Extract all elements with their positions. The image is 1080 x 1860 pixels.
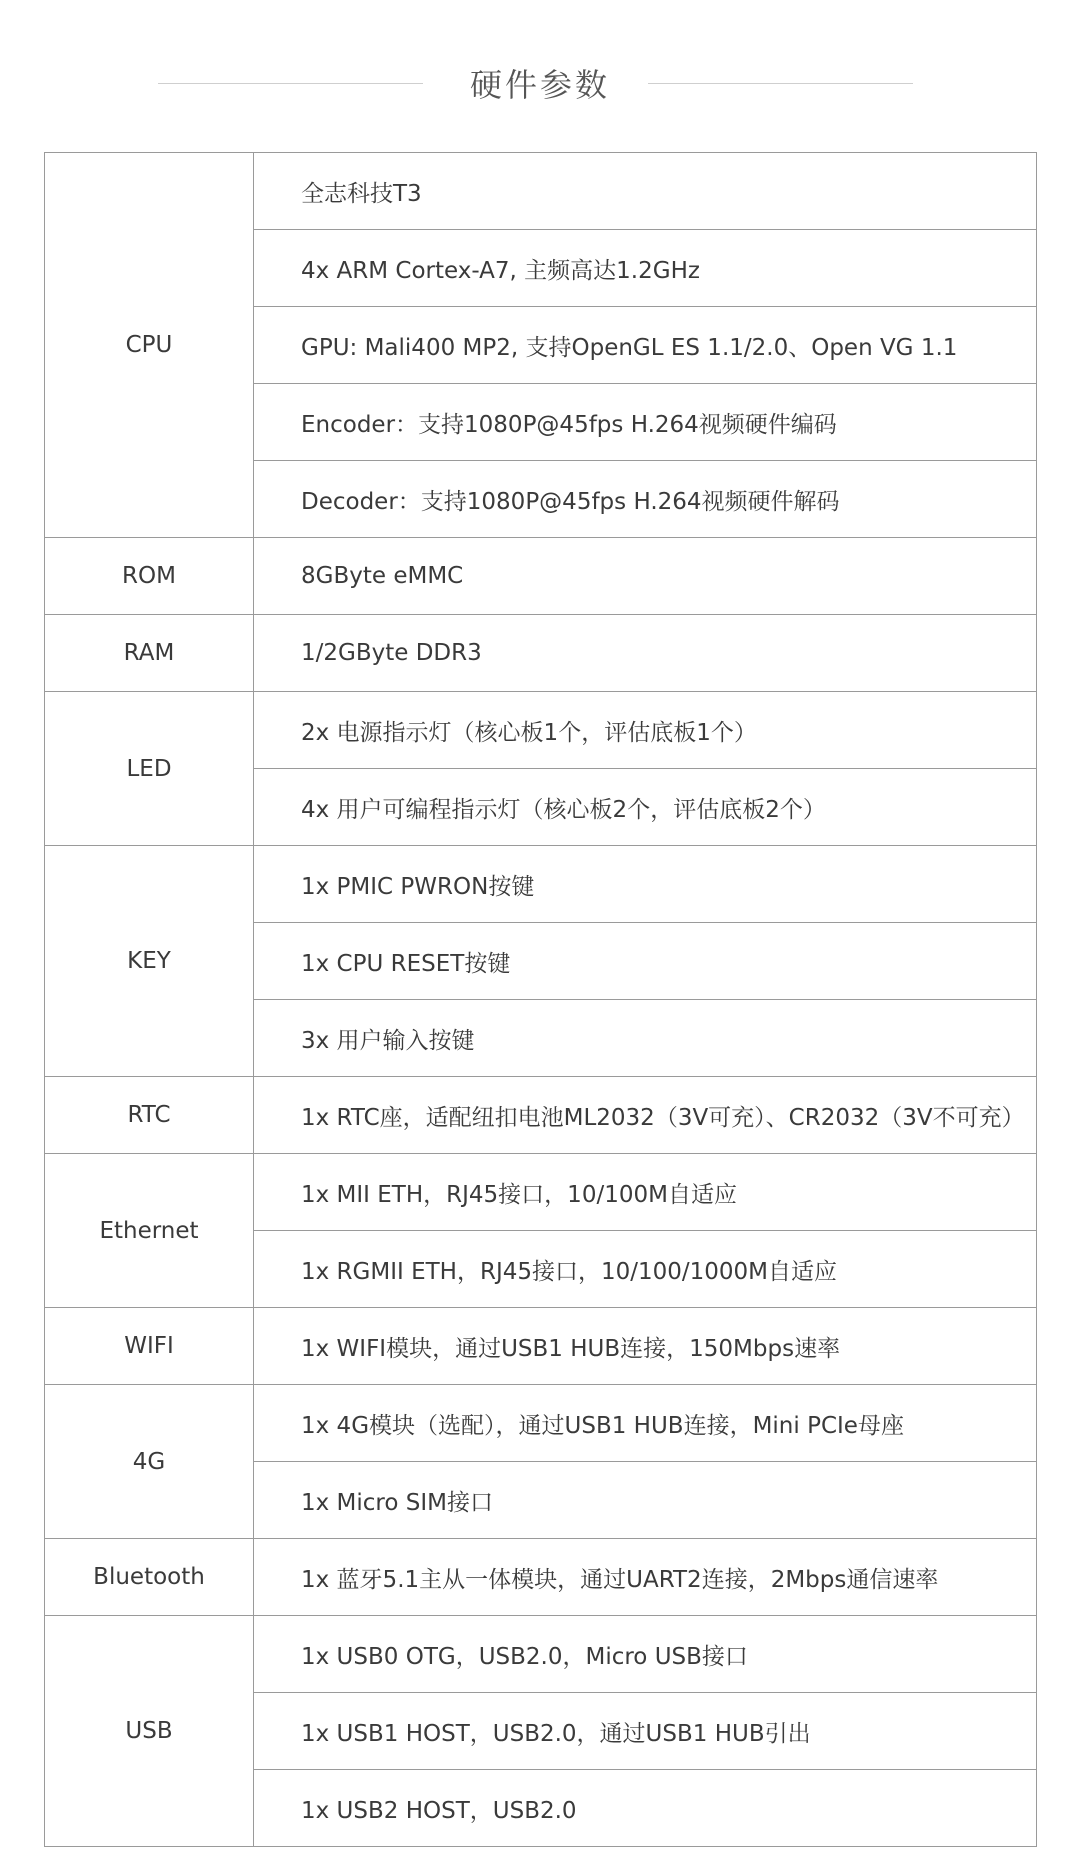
table-row <box>45 1616 1037 1693</box>
spec-category-label: CPU <box>45 153 254 538</box>
spec-table-body <box>45 153 1037 1847</box>
table-row <box>45 1539 1037 1616</box>
spec-value: GPU: Mali400 MP2, 支持OpenGL ES 1.1/2.0、Open VG 1.1 <box>254 307 1037 384</box>
spec-category-label: 4G <box>45 1385 254 1539</box>
spec-value: 1x RTC座，适配纽扣电池ML2032（3V可充）、CR2032（3V不可充） <box>254 1077 1037 1154</box>
spec-category-label: WIFI <box>45 1308 254 1385</box>
spec-value: 3x 用户输入按键 <box>254 1000 1037 1077</box>
table-row <box>45 692 1037 769</box>
spec-category-label: RAM <box>45 615 254 692</box>
spec-value: 1x MII ETH，RJ45接口，10/100M自适应 <box>254 1154 1037 1231</box>
spec-value: 1x WIFI模块，通过USB1 HUB连接，150Mbps速率 <box>254 1308 1037 1385</box>
spec-value: 2x 电源指示灯（核心板1个，评估底板1个） <box>254 692 1037 769</box>
spec-table <box>44 152 1037 1847</box>
spec-category-label: LED <box>45 692 254 846</box>
table-row <box>45 1385 1037 1462</box>
spec-value: 1x USB1 HOST，USB2.0，通过USB1 HUB引出 <box>254 1693 1037 1770</box>
spec-value: 1x USB2 HOST，USB2.0 <box>254 1770 1037 1847</box>
header-divider-right <box>648 83 913 84</box>
spec-value: 4x 用户可编程指示灯（核心板2个，评估底板2个） <box>254 769 1037 846</box>
spec-category-label: Bluetooth <box>45 1539 254 1616</box>
table-row <box>45 615 1037 692</box>
spec-category-label: KEY <box>45 846 254 1077</box>
spec-value: 1x PMIC PWRON按键 <box>254 846 1037 923</box>
spec-value: 1x Micro SIM接口 <box>254 1462 1037 1539</box>
spec-value: 1x USB0 OTG，USB2.0，Micro USB接口 <box>254 1616 1037 1693</box>
spec-category-label: RTC <box>45 1077 254 1154</box>
table-row <box>45 538 1037 615</box>
spec-value: Decoder：支持1080P@45fps H.264视频硬件解码 <box>254 461 1037 538</box>
table-row <box>45 846 1037 923</box>
spec-value: 4x ARM Cortex-A7, 主频高达1.2GHz <box>254 230 1037 307</box>
spec-value: 1x RGMII ETH，RJ45接口，10/100/1000M自适应 <box>254 1231 1037 1308</box>
section-header <box>0 0 1080 152</box>
spec-value: 1x CPU RESET按键 <box>254 923 1037 1000</box>
spec-category-label: Ethernet <box>45 1154 254 1308</box>
spec-category-label: USB <box>45 1616 254 1847</box>
page-title: 硬件参数 <box>469 66 610 104</box>
spec-value: 1x 4G模块（选配），通过USB1 HUB连接，Mini PCIe母座 <box>254 1385 1037 1462</box>
spec-value: Encoder：支持1080P@45fps H.264视频硬件编码 <box>254 384 1037 461</box>
spec-value: 1x 蓝牙5.1主从一体模块，通过UART2连接，2Mbps通信速率 <box>254 1539 1037 1616</box>
spec-category-label: ROM <box>45 538 254 615</box>
spec-value: 1/2GByte DDR3 <box>254 615 1037 692</box>
table-row <box>45 1154 1037 1231</box>
table-row <box>45 1077 1037 1154</box>
table-row <box>45 1308 1037 1385</box>
spec-value: 全志科技T3 <box>254 153 1037 230</box>
spec-value: 8GByte eMMC <box>254 538 1037 615</box>
table-row <box>45 153 1037 230</box>
